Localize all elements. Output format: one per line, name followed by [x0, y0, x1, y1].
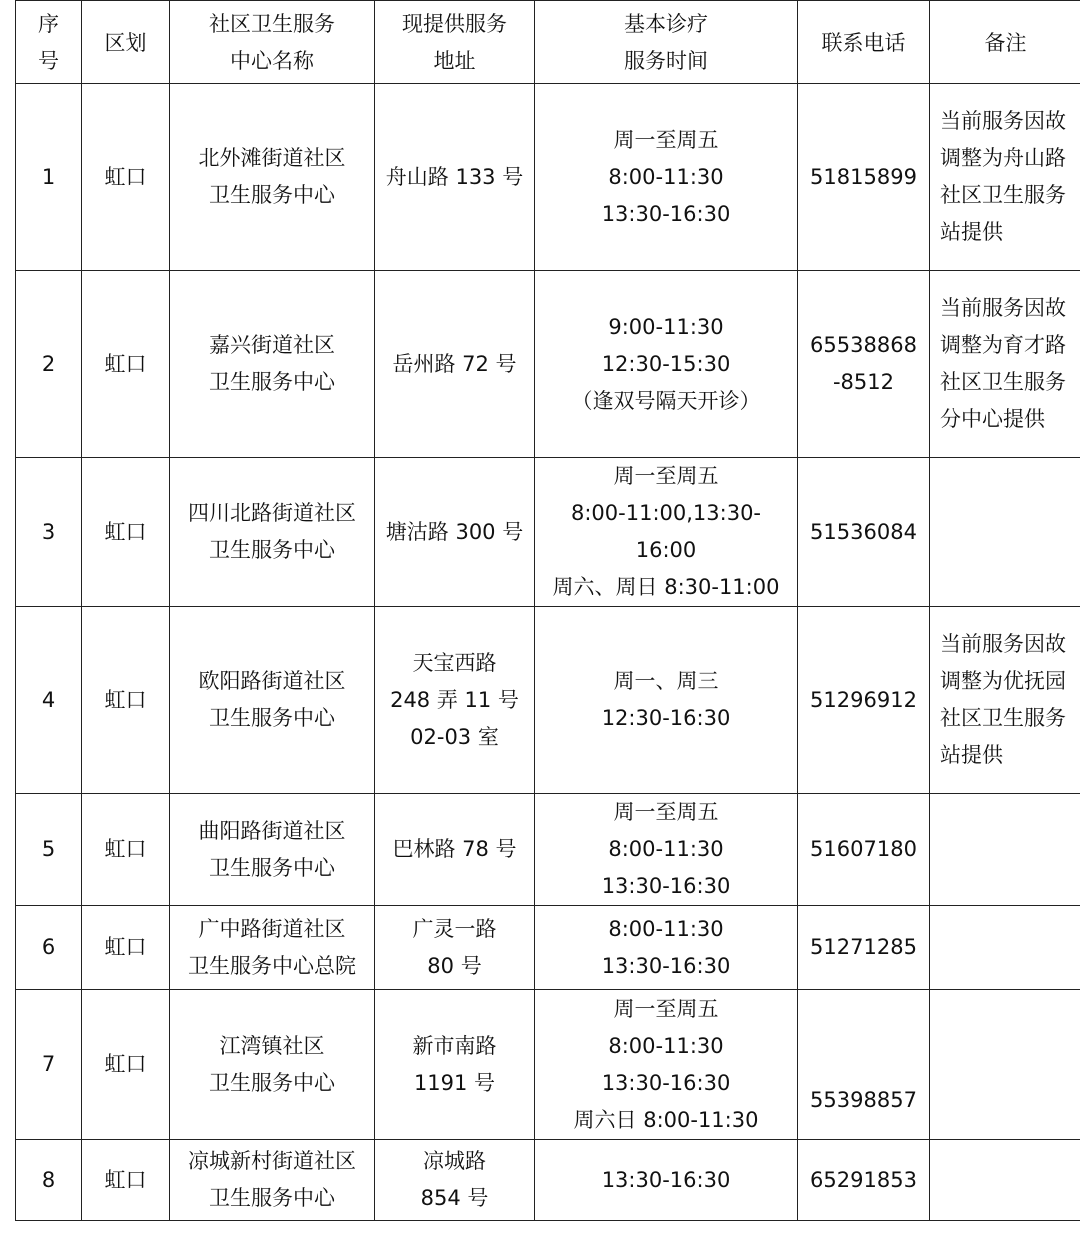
cell-name: 曲阳路街道社区 卫生服务中心 — [170, 794, 375, 906]
cell-note: 当前服务因故调整为优抚园社区卫生服务站提供 — [930, 607, 1080, 794]
cell-address: 凉城路 854 号 — [375, 1140, 535, 1221]
cell-note — [930, 990, 1080, 1140]
cell-address: 新市南路 1191 号 — [375, 990, 535, 1140]
header-phone: 联系电话 — [798, 1, 930, 84]
cell-district: 虹口 — [82, 906, 170, 990]
cell-name: 欧阳路街道社区 卫生服务中心 — [170, 607, 375, 794]
cell-no: 7 — [16, 990, 82, 1140]
cell-name: 四川北路街道社区 卫生服务中心 — [170, 458, 375, 607]
cell-note — [930, 1140, 1080, 1221]
cell-phone: 51296912 — [798, 607, 930, 794]
header-address: 现提供服务 地址 — [375, 1, 535, 84]
cell-note — [930, 458, 1080, 607]
cell-hours: 周一、周三 12:30-16:30 — [535, 607, 798, 794]
cell-hours: 周一至周五 8:00-11:30 13:30-16:30 — [535, 794, 798, 906]
cell-name: 广中路街道社区 卫生服务中心总院 — [170, 906, 375, 990]
cell-district: 虹口 — [82, 458, 170, 607]
cell-hours: 周一至周五 8:00-11:30 13:30-16:30 — [535, 84, 798, 271]
cell-no: 1 — [16, 84, 82, 271]
table-row — [16, 84, 1080, 271]
cell-phone: 51607180 — [798, 794, 930, 906]
table-row — [16, 271, 1080, 458]
cell-note — [930, 794, 1080, 906]
cell-address: 天宝西路 248 弄 11 号 02-03 室 — [375, 607, 535, 794]
cell-phone: 51815899 — [798, 84, 930, 271]
header-district: 区划 — [82, 1, 170, 84]
cell-hours: 13:30-16:30 — [535, 1140, 798, 1221]
table-row — [16, 458, 1080, 607]
cell-phone: 55398857 — [798, 990, 930, 1140]
cell-note: 当前服务因故调整为育才路社区卫生服务分中心提供 — [930, 271, 1080, 458]
cell-no: 8 — [16, 1140, 82, 1221]
cell-phone: 65291853 — [798, 1140, 930, 1221]
health-center-table — [15, 0, 1080, 1221]
header-no: 序 号 — [16, 1, 82, 84]
cell-name: 嘉兴街道社区 卫生服务中心 — [170, 271, 375, 458]
cell-address: 广灵一路 80 号 — [375, 906, 535, 990]
cell-address: 舟山路 133 号 — [375, 84, 535, 271]
cell-phone: 51271285 — [798, 906, 930, 990]
cell-district: 虹口 — [82, 794, 170, 906]
cell-district: 虹口 — [82, 1140, 170, 1221]
cell-address: 巴林路 78 号 — [375, 794, 535, 906]
cell-district: 虹口 — [82, 607, 170, 794]
cell-hours: 周一至周五 8:00-11:00,13:30-16:00 周六、周日 8:30-11:00 — [535, 458, 798, 607]
header-name: 社区卫生服务 中心名称 — [170, 1, 375, 84]
header-row — [16, 1, 1080, 84]
cell-hours: 9:00-11:30 12:30-15:30 （逢双号隔天开诊） — [535, 271, 798, 458]
cell-note: 当前服务因故调整为舟山路社区卫生服务站提供 — [930, 84, 1080, 271]
cell-no: 4 — [16, 607, 82, 794]
table-row — [16, 1140, 1080, 1221]
cell-no: 2 — [16, 271, 82, 458]
cell-phone: 65538868 -8512 — [798, 271, 930, 458]
cell-no: 6 — [16, 906, 82, 990]
cell-name: 凉城新村街道社区 卫生服务中心 — [170, 1140, 375, 1221]
header-hours: 基本诊疗 服务时间 — [535, 1, 798, 84]
cell-hours: 8:00-11:30 13:30-16:30 — [535, 906, 798, 990]
cell-address: 岳州路 72 号 — [375, 271, 535, 458]
cell-hours: 周一至周五 8:00-11:30 13:30-16:30 周六日 8:00-11:30 — [535, 990, 798, 1140]
header-note: 备注 — [930, 1, 1080, 84]
cell-district: 虹口 — [82, 84, 170, 271]
cell-district: 虹口 — [82, 990, 170, 1140]
cell-address: 塘沽路 300 号 — [375, 458, 535, 607]
table-row — [16, 990, 1080, 1140]
cell-no: 3 — [16, 458, 82, 607]
cell-name: 江湾镇社区 卫生服务中心 — [170, 990, 375, 1140]
cell-no: 5 — [16, 794, 82, 906]
table-row — [16, 607, 1080, 794]
table-row — [16, 794, 1080, 906]
cell-phone: 51536084 — [798, 458, 930, 607]
cell-district: 虹口 — [82, 271, 170, 458]
cell-name: 北外滩街道社区 卫生服务中心 — [170, 84, 375, 271]
table-row — [16, 906, 1080, 990]
cell-note — [930, 906, 1080, 990]
